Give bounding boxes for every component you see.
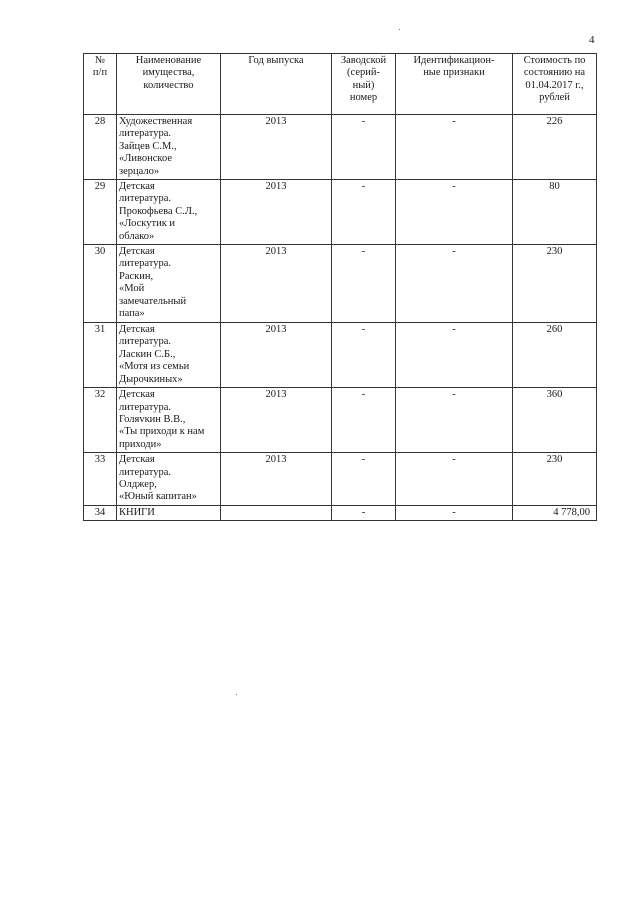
page-number: 4 — [589, 34, 595, 46]
cell-ident: - — [396, 453, 513, 506]
table-row — [84, 323, 597, 388]
table-row — [84, 180, 597, 245]
cell-num: 32 — [84, 388, 117, 453]
total-num: 34 — [84, 505, 117, 520]
cell-num: 30 — [84, 245, 117, 323]
cell-ident: - — [396, 388, 513, 453]
header-name: Наименование имущества, количество — [117, 54, 221, 115]
cell-name: Художественная литература. Зайцев С.М., «Ливонское зерцало» — [117, 115, 221, 180]
cell-serial: - — [332, 180, 396, 245]
cell-ident: - — [396, 115, 513, 180]
cell-year: 2013 — [221, 323, 332, 388]
total-serial: - — [332, 505, 396, 520]
cell-cost: 226 — [513, 115, 597, 180]
header-num: № п/п — [84, 54, 117, 115]
table-total-row — [84, 505, 597, 520]
table-row — [84, 115, 597, 180]
cell-ident: - — [396, 180, 513, 245]
cell-serial: - — [332, 388, 396, 453]
cell-ident: - — [396, 245, 513, 323]
cell-num: 28 — [84, 115, 117, 180]
property-table — [83, 53, 597, 521]
cell-name: Детская литература. Ласкин С.Б., «Мотя из семьи Дырочкиных» — [117, 323, 221, 388]
table-header-row — [84, 54, 597, 115]
cell-year: 2013 — [221, 453, 332, 506]
cell-cost: 260 — [513, 323, 597, 388]
cell-name: Детская литература. Голяvкин В.В., «Ты приходи к нам приходи» — [117, 388, 221, 453]
total-year — [221, 505, 332, 520]
total-name: КНИГИ — [117, 505, 221, 520]
cell-num: 33 — [84, 453, 117, 506]
cell-serial: - — [332, 453, 396, 506]
cell-num: 29 — [84, 180, 117, 245]
cell-year: 2013 — [221, 388, 332, 453]
table-row — [84, 388, 597, 453]
cell-ident: - — [396, 323, 513, 388]
cell-name: Детская литература. Прокофьева С.Л., «Лоскутик и облако» — [117, 180, 221, 245]
cell-serial: - — [332, 323, 396, 388]
cell-year: 2013 — [221, 245, 332, 323]
cell-year: 2013 — [221, 115, 332, 180]
cell-cost: 230 — [513, 245, 597, 323]
cell-num: 31 — [84, 323, 117, 388]
header-serial: Заводской (серий- ный) номер — [332, 54, 396, 115]
table-row — [84, 453, 597, 506]
scan-speck — [236, 694, 237, 695]
header-cost: Стоимость по состоянию на 01.04.2017 г., рублей — [513, 54, 597, 115]
scan-speck — [399, 29, 400, 30]
cell-serial: - — [332, 245, 396, 323]
cell-name: Детская литература. Раскин, «Мой замечательный папа» — [117, 245, 221, 323]
cell-cost: 360 — [513, 388, 597, 453]
header-ident: Идентификацион- ные признаки — [396, 54, 513, 115]
cell-cost: 230 — [513, 453, 597, 506]
total-cost: 4 778,00 — [513, 505, 597, 520]
header-year: Год выпуска — [221, 54, 332, 115]
table-row — [84, 245, 597, 323]
total-ident: - — [396, 505, 513, 520]
cell-cost: 80 — [513, 180, 597, 245]
cell-year: 2013 — [221, 180, 332, 245]
cell-serial: - — [332, 115, 396, 180]
cell-name: Детская литература. Олджер, «Юный капитан» — [117, 453, 221, 506]
